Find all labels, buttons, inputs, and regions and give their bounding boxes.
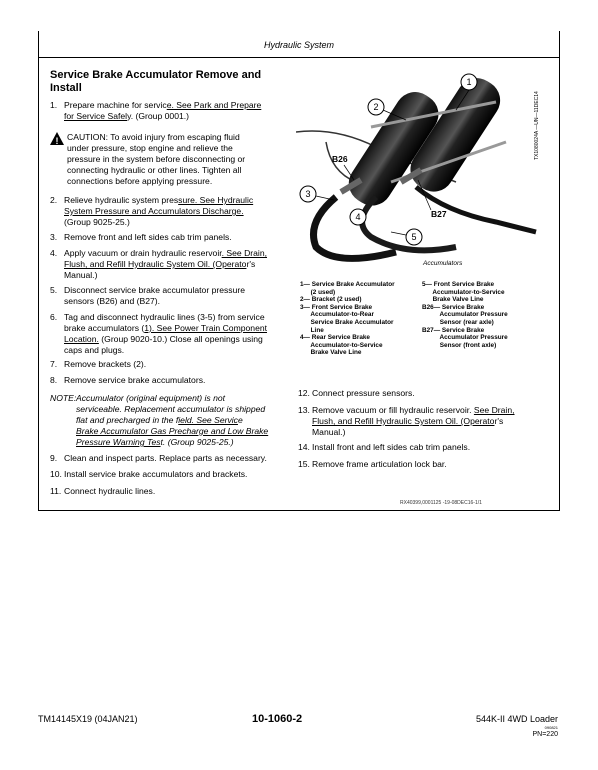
section-title-line1: Service Brake Accumulator Remove and — [50, 69, 262, 81]
step-number: 14. — [298, 442, 310, 452]
section-title — [50, 69, 290, 95]
legend-line: Sensor (front axle) — [422, 341, 497, 349]
step-text: Connect pressure sensors. — [312, 388, 415, 398]
cross-reference-link[interactable]: Flush, and Refill Hydraulic System Oil. (Operato — [312, 416, 495, 426]
cross-reference-link[interactable]: Flush, and Refill Hydraulic System Oil. (Operato — [64, 259, 247, 269]
step-text: Remove service brake accumulators. — [64, 375, 206, 385]
step-text: Remove vacuum or fill hydraulic reservoir. See Drain, Flush, and Refill Hydraulic System Oil. (Operator's Manual.) — [312, 405, 515, 437]
legend-line: 1— Service Brake Accumulator — [300, 281, 395, 288]
legend-line: Brake Valve Line — [300, 349, 362, 357]
step-text: Remove frame articulation lock bar. — [312, 459, 447, 469]
step-number: 5. — [50, 285, 58, 295]
step-number: 12. — [298, 388, 310, 398]
footer-page-number: 10-1060-2 — [252, 713, 303, 725]
legend-line: B26— Service Brake — [422, 303, 485, 311]
step-text: Accumulator (original equipment) is not serviceable. Replacement accumulator is shipped flat and precharged in the field. See Service Brake Accumulator Gas Precharge and Low Brake Pressure Warning Test. (Group 9025-25.) — [76, 393, 269, 447]
cross-reference-link[interactable]: Brake Accumulator Gas Precharge and Low Brake — [76, 426, 269, 436]
step-number: 11. — [50, 486, 62, 496]
step-text: Remove front and left sides cab trim panels. — [64, 232, 232, 242]
legend-line: Sensor (rear axle) — [422, 318, 494, 326]
cross-reference-link[interactable]: sure. See Hydraulic — [178, 195, 254, 205]
step-number: 9. — [50, 453, 58, 463]
step-text: Tag and disconnect hydraulic lines (3-5) from service brake accumulators (1). See Power Train Component Location. (Group 9020-10.) Close all openings using caps and plugs. — [64, 312, 268, 355]
callout-5 — [391, 229, 422, 245]
legend-line: (2 used) — [300, 288, 336, 296]
legend-line: Accumulator-to-Service — [300, 341, 383, 349]
figure-caption: Accumulators — [423, 260, 463, 267]
accumulator-figure — [296, 72, 551, 272]
step-text: Connect hydraulic lines. — [64, 486, 156, 496]
legend-line: Brake Valve Line — [422, 296, 484, 304]
step-number: 2. — [50, 195, 58, 205]
cross-reference-link[interactable]: e. See Park and Prepare — [166, 100, 262, 110]
step-text: Install front and left sides cab trim panels. — [312, 442, 471, 452]
step-text: Remove brackets (2). — [64, 359, 147, 369]
section-title-line2: Install — [50, 82, 82, 94]
footer-code: 090821 — [544, 725, 558, 730]
header-title: Hydraulic System — [263, 40, 335, 50]
svg-text:4: 4 — [355, 212, 361, 222]
legend-line: Accumulator Pressure — [422, 334, 508, 342]
step-number: 10. — [50, 469, 62, 479]
legend-line: 5— Front Service Brake — [422, 281, 495, 288]
cross-reference-link[interactable]: Location. — [64, 334, 99, 344]
step-text: Relieve hydraulic system pressure. See Hydraulic System Pressure and Accumulators Discharge. (Group 9025-25.) — [64, 195, 254, 227]
legend-line: B27— Service Brake — [422, 326, 485, 334]
callout-4 — [350, 209, 366, 225]
step-text: Apply vacuum or drain hydraulic reservoir. See Drain, Flush, and Refill Hydraulic System Oil. (Operator's Manual.) — [64, 248, 268, 280]
cross-reference-link[interactable]: for Service Safel — [64, 111, 128, 121]
svg-text:B26: B26 — [332, 154, 348, 164]
cross-reference-link[interactable]: System Pressure and Accumulators Discharge. — [64, 206, 244, 216]
legend-line: Service Brake Accumulator — [300, 318, 394, 326]
step-text: Disconnect service brake accumulator pressure sensors (B26) and (B27). — [64, 285, 246, 306]
svg-text:B27: B27 — [431, 209, 447, 219]
svg-text:!: ! — [55, 136, 59, 145]
step-number: 6. — [50, 312, 58, 322]
footer-pn: PN=220 — [532, 731, 558, 738]
step-number: 8. — [50, 375, 58, 385]
step-text: Prepare machine for service. See Park and Prepare for Service Safely. (Group 0001.) — [64, 100, 262, 121]
figure-side-id: TX1080024A —UN—11DEC14 — [534, 91, 540, 160]
cross-reference-link[interactable]: 1). See Power Train Component — [144, 323, 268, 333]
caution-icon — [50, 132, 64, 145]
step-number: 3. — [50, 232, 58, 242]
legend-left-col — [300, 281, 395, 357]
svg-text:1: 1 — [466, 77, 472, 87]
svg-text:3: 3 — [305, 189, 311, 199]
cross-reference-link[interactable]: . See Drain, — [221, 248, 268, 258]
hose-shape — [314, 197, 397, 258]
footer-model: 544K-II 4WD Loader — [475, 714, 558, 724]
legend-line: 4— Rear Service Brake — [300, 334, 370, 342]
step-text: CAUTION: To avoid injury from escaping fluid under pressure, stop engine and relieve the pressure in the system before disconnecting or connecting hydraulic or other lines. Tighten all connections before applying pressure. — [67, 132, 246, 186]
legend-right-col — [422, 281, 508, 349]
legend-line: Accumulator-to-Service — [422, 288, 505, 296]
page-header — [38, 31, 560, 58]
step-number: 7. — [50, 359, 58, 369]
legend-line: Line — [300, 326, 324, 334]
legend-line: Accumulator-to-Rear — [300, 311, 374, 319]
legend-line: Accumulator Pressure — [422, 311, 508, 319]
legend-line: 3— Front Service Brake — [300, 303, 373, 311]
step-number: 15. — [298, 459, 310, 469]
step-text: Clean and inspect parts. Replace parts as necessary. — [64, 453, 267, 463]
step-number: 4. — [50, 248, 58, 258]
footer-manual-id: TM14145X19 (04JAN21) — [38, 714, 138, 724]
step-number: NOTE: — [50, 393, 77, 403]
cross-reference-link[interactable]: See Drain, — [473, 405, 515, 415]
step-text: Install service brake accumulators and brackets. — [64, 469, 248, 479]
cross-reference-link[interactable]: Pressure Warning Tes — [76, 437, 161, 447]
svg-text:5: 5 — [411, 232, 417, 242]
cross-reference-link[interactable]: ield. See Servic — [178, 415, 238, 425]
svg-text:2: 2 — [373, 102, 379, 112]
reference-code: RX40399,0001125 -19-08DEC16-1/1 — [400, 500, 482, 506]
step-number: 13. — [298, 405, 310, 415]
step-number: 1. — [50, 100, 58, 110]
legend-line: 2— Bracket (2 used) — [300, 296, 362, 304]
